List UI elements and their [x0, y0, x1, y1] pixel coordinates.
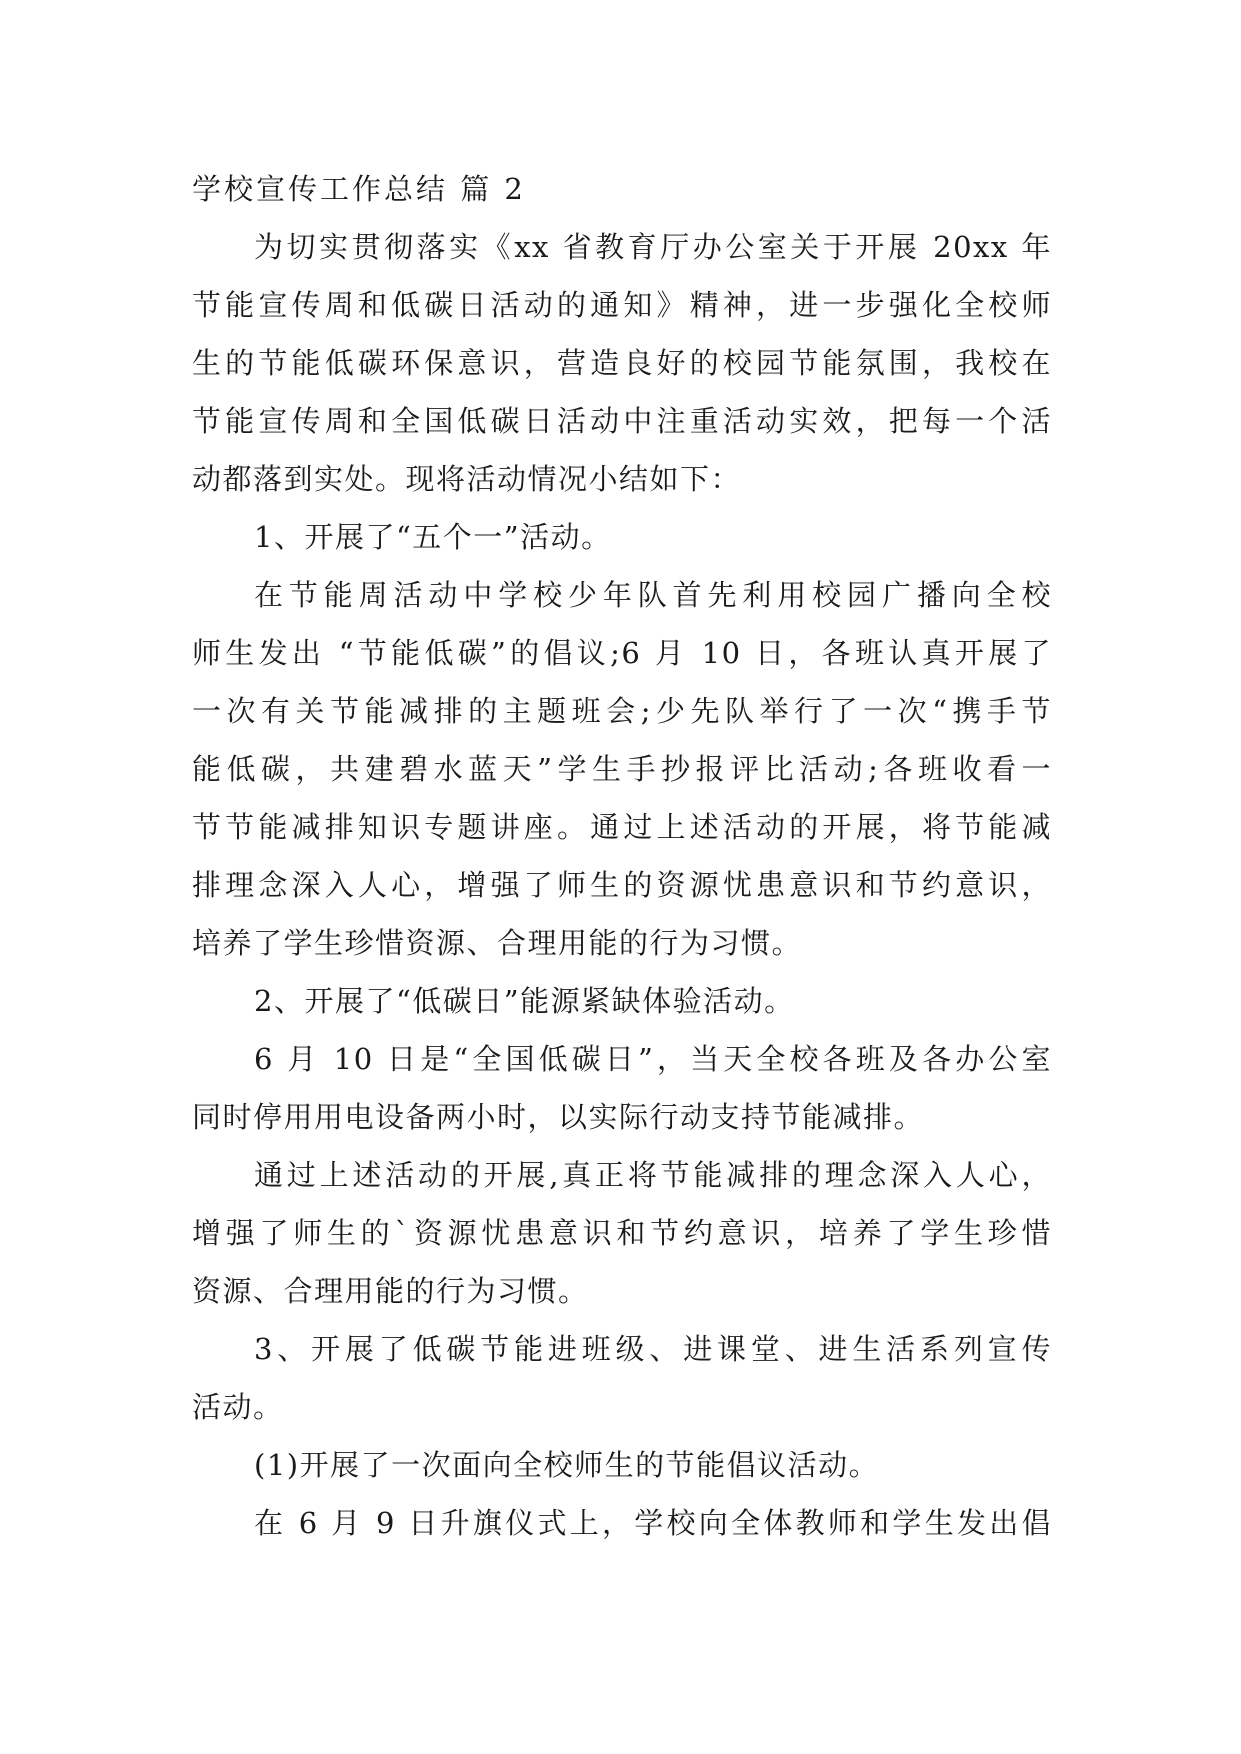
text-line: 6 月 10 日是“全国低碳日”，当天全校各班及各办公室 [254, 1042, 1052, 1076]
text-line: 师生发出 “节能低碳”的倡议;6 月 10 日，各班认真开展了 [192, 636, 1052, 670]
text-line: 增强了师生的`资源忧患意识和节约意识，培养了学生珍惜 [192, 1216, 1052, 1250]
text-line: 节能宣传周和低碳日活动的通知》精神，进一步强化全校师 [192, 288, 1052, 322]
text-line: 培养了学生珍惜资源、合理用能的行为习惯。 [192, 926, 803, 960]
text-line: 生的节能低碳环保意识，营造良好的校园节能氛围，我校在 [192, 346, 1052, 380]
text-line: 活动。 [192, 1390, 284, 1424]
text-line: 1、开展了“五个一”活动。 [254, 520, 612, 554]
text-line: 动都落到实处。现将活动情况小结如下： [192, 462, 742, 496]
text-line: 排理念深入人心，增强了师生的资源忧患意识和节约意识， [192, 868, 1052, 902]
text-line: 在节能周活动中学校少年队首先利用校园广播向全校 [254, 578, 1052, 612]
text-line: 同时停用用电设备两小时，以实际行动支持节能减排。 [192, 1100, 925, 1134]
text-line: 在 6 月 9 日升旗仪式上，学校向全体教师和学生发出倡 [254, 1506, 1052, 1540]
text-line: 2、开展了“低碳日”能源紧缺体验活动。 [254, 984, 795, 1018]
text-line: 资源、合理用能的行为习惯。 [192, 1274, 589, 1308]
text-line: 节能宣传周和全国低碳日活动中注重活动实效，把每一个活 [192, 404, 1052, 438]
document-body [192, 218, 1052, 1552]
text-line: 能低碳，共建碧水蓝天”学生手抄报评比活动;各班收看一 [192, 752, 1052, 786]
text-line: 一次有关节能减排的主题班会;少先队举行了一次“携手节 [192, 694, 1052, 728]
text-line: 节节能减排知识专题讲座。通过上述活动的开展，将节能减 [192, 810, 1052, 844]
text-line: 通过上述活动的开展,真正将节能减排的理念深入人心， [254, 1158, 1052, 1192]
text-line: 为切实贯彻落实《xx 省教育厅办公室关于开展 20xx 年 [254, 230, 1052, 264]
text-line: (1)开展了一次面向全校师生的节能倡议活动。 [254, 1448, 880, 1482]
document-page [192, 160, 1052, 1552]
document-title: 学校宣传工作总结 篇 2 [192, 172, 526, 206]
text-line: 3、开展了低碳节能进班级、进课堂、进生活系列宣传 [254, 1332, 1052, 1366]
